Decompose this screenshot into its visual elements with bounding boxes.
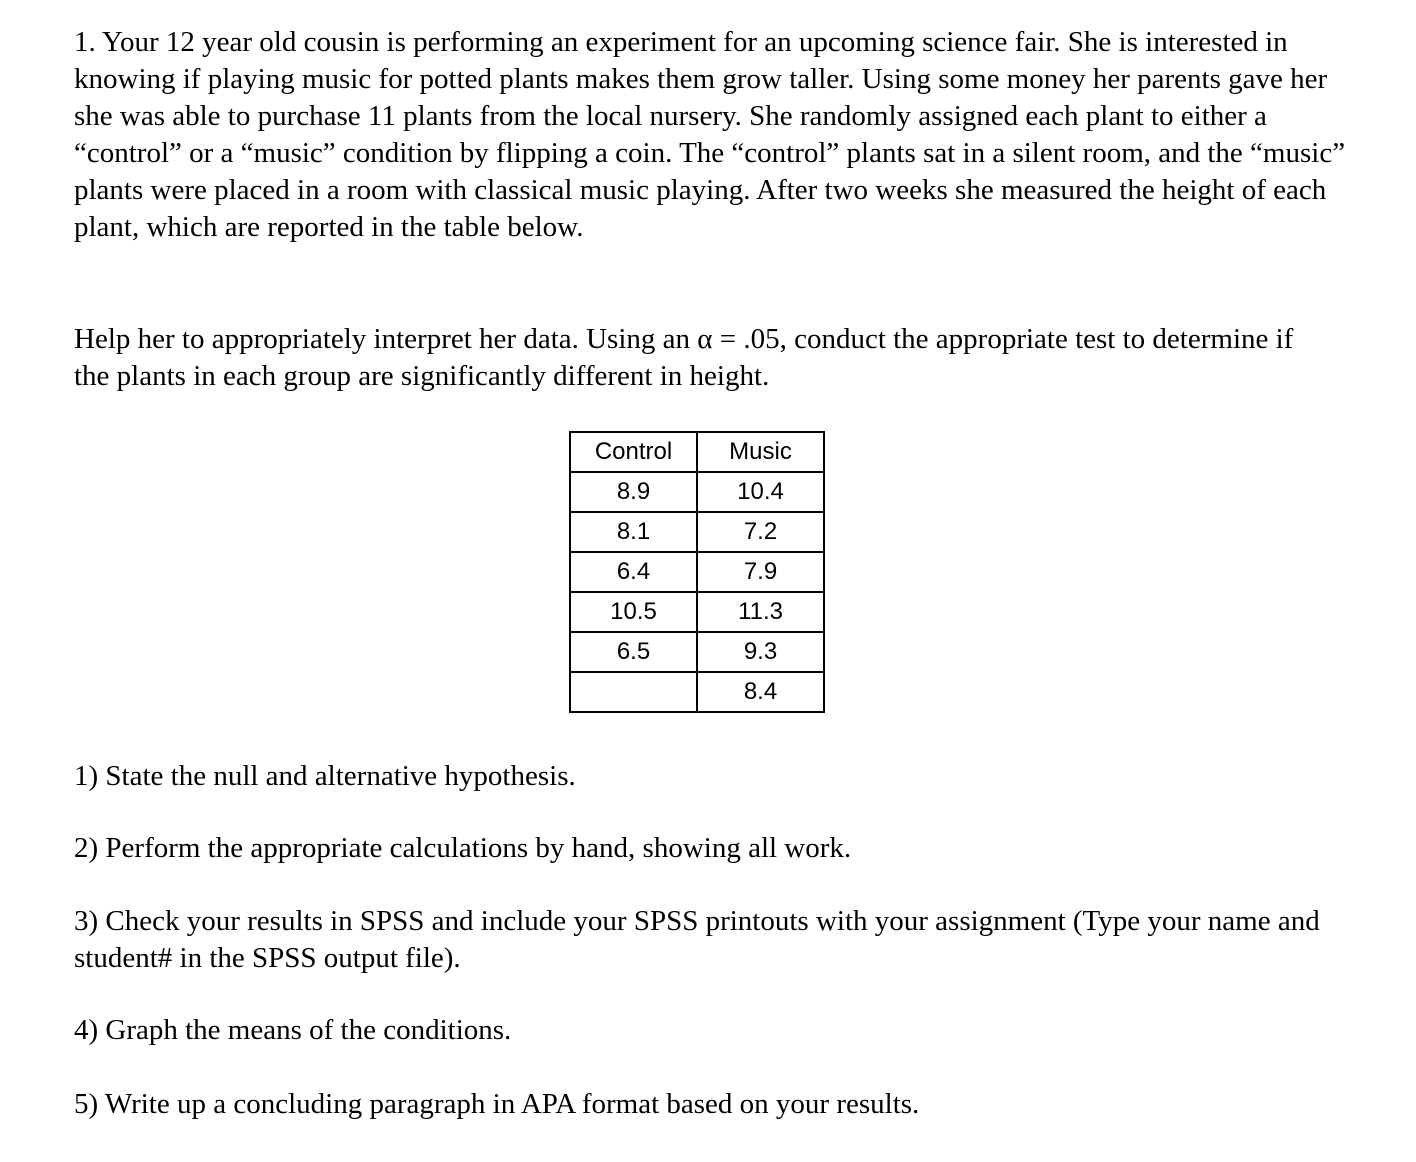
control-cell: 6.5 [570, 632, 697, 672]
control-cell: 6.4 [570, 552, 697, 592]
task-item-5: 5) Write up a concluding paragraph in APA format based on your results. [74, 1088, 920, 1120]
question-intro: 1. Your 12 year old cousin is performing an experiment for an upcoming science fair. She is interested in knowing if playing music for potted plants makes them grow taller. Using some money her parents gave her she was able to purchase 11 plants from the local nursery. She randomly assigned each plant to either a “control” or a “music” condition by flipping a coin. The “control” plants sat in a silent room, and the “music” plants were placed in a room with classical music playing. After two weeks she measured the height of each plant, which are reported in the table below. [74, 26, 1346, 243]
control-cell: 8.1 [570, 512, 697, 552]
plant-height-table [569, 431, 825, 713]
header-music: Music [697, 432, 824, 472]
task-item-2: 2) Perform the appropriate calculations by hand, showing all work. [74, 832, 852, 864]
control-cell [570, 672, 697, 712]
task-item-1: 1) State the null and alternative hypothesis. [74, 760, 576, 792]
table-row [570, 512, 824, 552]
control-cell: 8.9 [570, 472, 697, 512]
table-row [570, 592, 824, 632]
music-cell: 11.3 [697, 592, 824, 632]
table-header-row [570, 432, 824, 472]
task-item-4: 4) Graph the means of the conditions. [74, 1014, 512, 1046]
music-cell: 7.9 [697, 552, 824, 592]
table-row [570, 672, 824, 712]
music-cell: 7.2 [697, 512, 824, 552]
music-cell: 8.4 [697, 672, 824, 712]
control-cell: 10.5 [570, 592, 697, 632]
music-cell: 10.4 [697, 472, 824, 512]
table-row [570, 632, 824, 672]
table-row [570, 472, 824, 512]
task-item-3: 3) Check your results in SPSS and include your SPSS printouts with your assignment (Type your name and student# in the SPSS output file). [74, 905, 1320, 974]
header-control: Control [570, 432, 697, 472]
music-cell: 9.3 [697, 632, 824, 672]
table-row [570, 552, 824, 592]
document-page [74, 24, 1354, 1120]
question-instruction: Help her to appropriately interpret her data. Using an α = .05, conduct the appropriate test to determine if the plants in each group are significantly different in height. [74, 323, 1294, 392]
